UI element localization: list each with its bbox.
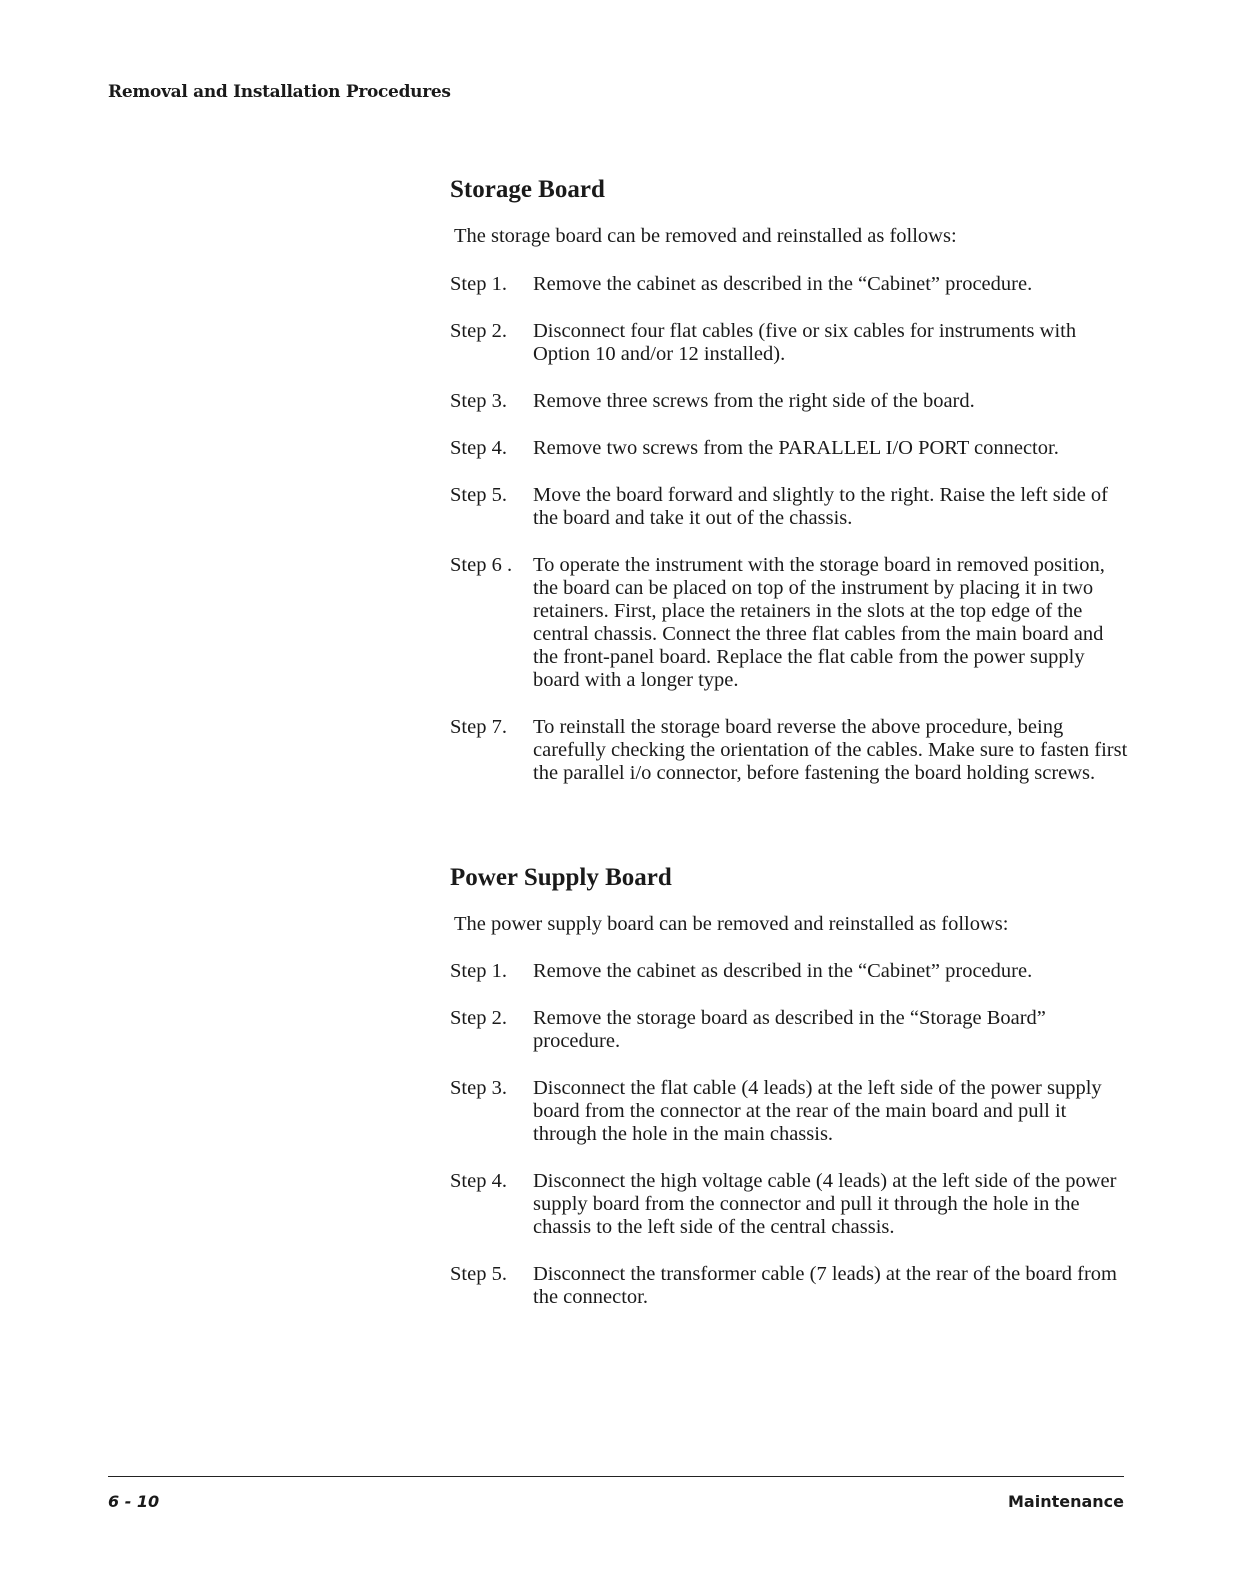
step-label: Step 7. [450, 716, 507, 738]
power-step-5 [450, 1263, 1130, 1309]
storage-board-section [450, 178, 1130, 785]
step-label: Step 3. [450, 390, 507, 412]
step-label: Step 2. [450, 1007, 507, 1029]
step-text: Disconnect the transformer cable (7 leads) at the rear of the board from the connector. [533, 1263, 1117, 1308]
storage-step-2 [450, 320, 1130, 366]
power-step-4 [450, 1170, 1130, 1239]
step-text: Remove the cabinet as described in the “Cabinet” procedure. [533, 273, 1033, 295]
step-text: To operate the instrument with the storage board in removed position, the board can be placed on top of the instrument by placing it in two retainers. First, place the retainers in the slots at the top edge of the central chassis. Connect the three flat cables from the main board and the front-panel board. Replace the flat cable from the power supply board with a longer type. [533, 554, 1105, 691]
power-supply-board-section [450, 866, 1130, 1309]
storage-step-5 [450, 484, 1130, 530]
running-head: Removal and Installation Procedures [108, 82, 451, 102]
step-label: Step 5. [450, 1263, 507, 1285]
power-step-3 [450, 1077, 1130, 1146]
power-step-1 [450, 960, 1130, 983]
step-label: Step 5. [450, 484, 507, 506]
step-text: Disconnect four flat cables (five or six cables for instruments with Option 10 and/or 12 installed). [533, 320, 1077, 365]
step-label: Step 1. [450, 960, 507, 982]
step-text: Disconnect the high voltage cable (4 leads) at the left side of the power supply board from the connector and pull it through the hole in the chassis to the left side of the central chassis. [533, 1170, 1117, 1238]
power-supply-board-intro: The power supply board can be removed and reinstalled as follows: [454, 913, 1009, 935]
step-label: Step 2. [450, 320, 507, 342]
step-text: Remove the cabinet as described in the “Cabinet” procedure. [533, 960, 1033, 982]
footer-section-name: Maintenance [1007, 1492, 1124, 1511]
storage-step-1 [450, 273, 1130, 296]
storage-step-3 [450, 390, 1130, 413]
page-number: 6 - 10 [108, 1492, 160, 1511]
storage-board-title: Storage Board [450, 176, 605, 203]
step-label: Step 3. [450, 1077, 507, 1099]
footer-divider [108, 1476, 1124, 1477]
power-step-2 [450, 1007, 1130, 1053]
step-label: Step 4. [450, 1170, 507, 1192]
storage-board-intro: The storage board can be removed and reinstalled as follows: [454, 225, 957, 247]
step-text: Remove the storage board as described in the “Storage Board” procedure. [533, 1007, 1046, 1052]
storage-step-7 [450, 716, 1130, 785]
storage-step-4 [450, 437, 1130, 460]
step-text: Disconnect the flat cable (4 leads) at the left side of the power supply board from the connector at the rear of the main board and pull it through the hole in the main chassis. [533, 1077, 1102, 1145]
step-label: Step 4. [450, 437, 507, 459]
power-supply-board-title: Power Supply Board [450, 864, 672, 891]
step-label: Step 1. [450, 273, 507, 295]
storage-step-6 [450, 554, 1130, 692]
step-label: Step 6 . [450, 554, 513, 576]
step-text: Remove three screws from the right side of the board. [533, 390, 975, 412]
step-text: To reinstall the storage board reverse the above procedure, being carefully checking the orientation of the cables. Make sure to fasten first the parallel i/o connector, before fastening the board holding screws. [533, 716, 1128, 784]
step-text: Remove two screws from the PARALLEL I/O PORT connector. [533, 437, 1059, 459]
step-text: Move the board forward and slightly to the right. Raise the left side of the board and take it out of the chassis. [533, 484, 1109, 529]
